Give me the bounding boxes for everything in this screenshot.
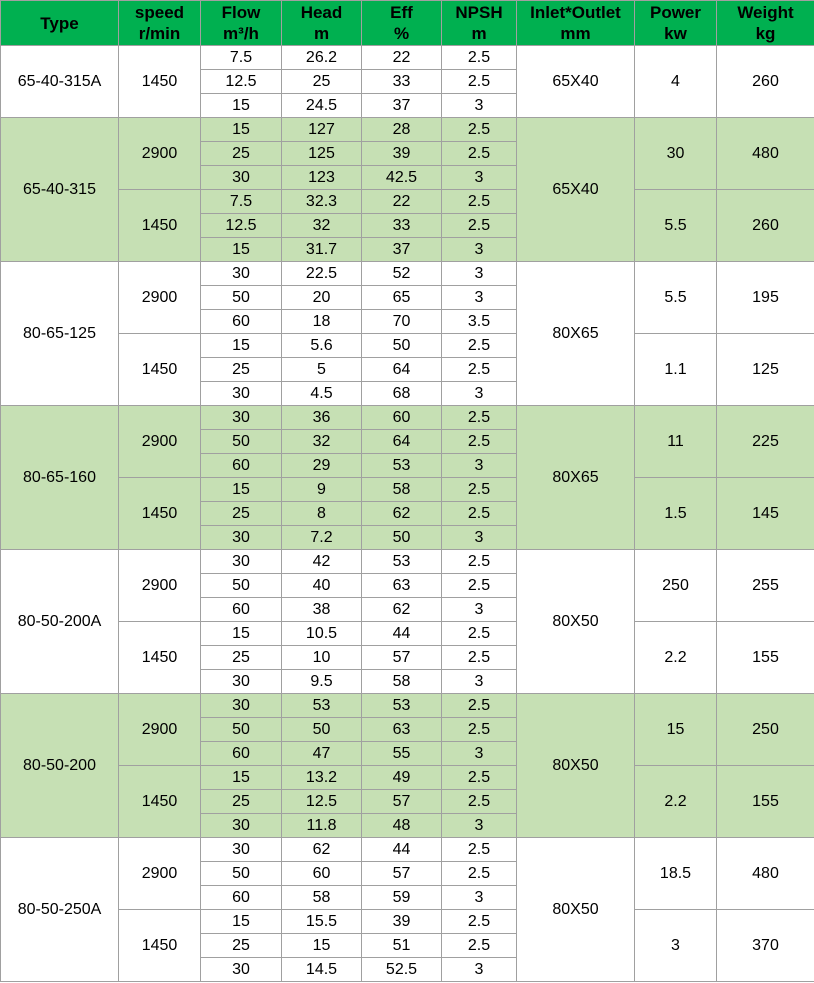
weight-cell: 225 (717, 406, 814, 478)
header-inlet-outlet (517, 1, 635, 46)
weight-cell: 260 (717, 190, 814, 262)
npsh-cell: 2.5 (442, 478, 517, 502)
eff-cell: 48 (362, 814, 442, 838)
header-row (1, 1, 814, 46)
head-cell: 38 (282, 598, 362, 622)
table-row (1, 838, 814, 862)
head-cell: 10.5 (282, 622, 362, 646)
table-row (1, 406, 814, 430)
header-speed-unit: r/min (138, 24, 181, 43)
flow-cell: 50 (201, 286, 282, 310)
power-cell: 2.2 (635, 766, 717, 838)
flow-cell: 30 (201, 694, 282, 718)
head-cell: 10 (282, 646, 362, 670)
npsh-cell: 2.5 (442, 70, 517, 94)
flow-cell: 25 (201, 934, 282, 958)
power-cell: 11 (635, 406, 717, 478)
weight-cell: 370 (717, 910, 814, 982)
head-cell: 60 (282, 862, 362, 886)
eff-cell: 52 (362, 262, 442, 286)
flow-cell: 60 (201, 598, 282, 622)
eff-cell: 62 (362, 502, 442, 526)
eff-cell: 37 (362, 94, 442, 118)
head-cell: 7.2 (282, 526, 362, 550)
speed-cell: 2900 (119, 406, 201, 478)
type-cell: 80-65-160 (1, 406, 119, 550)
npsh-cell: 3 (442, 262, 517, 286)
head-cell: 8 (282, 502, 362, 526)
npsh-cell: 3 (442, 526, 517, 550)
power-cell: 3 (635, 910, 717, 982)
npsh-cell: 2.5 (442, 550, 517, 574)
eff-cell: 28 (362, 118, 442, 142)
eff-cell: 57 (362, 790, 442, 814)
power-cell: 250 (635, 550, 717, 622)
npsh-cell: 3.5 (442, 310, 517, 334)
head-cell: 62 (282, 838, 362, 862)
header-head-label: Head (300, 3, 343, 22)
eff-cell: 53 (362, 550, 442, 574)
power-cell: 18.5 (635, 838, 717, 910)
npsh-cell: 2.5 (442, 214, 517, 238)
inlet-outlet-cell: 80X65 (517, 406, 635, 550)
npsh-cell: 2.5 (442, 142, 517, 166)
type-cell: 80-50-200A (1, 550, 119, 694)
flow-cell: 30 (201, 670, 282, 694)
eff-cell: 65 (362, 286, 442, 310)
head-cell: 4.5 (282, 382, 362, 406)
head-cell: 15 (282, 934, 362, 958)
eff-cell: 53 (362, 454, 442, 478)
speed-cell: 1450 (119, 334, 201, 406)
npsh-cell: 2.5 (442, 910, 517, 934)
flow-cell: 50 (201, 574, 282, 598)
npsh-cell: 2.5 (442, 838, 517, 862)
eff-cell: 50 (362, 526, 442, 550)
head-cell: 12.5 (282, 790, 362, 814)
header-power-label: Power (649, 3, 702, 22)
head-cell: 5 (282, 358, 362, 382)
speed-cell: 1450 (119, 766, 201, 838)
npsh-cell: 2.5 (442, 622, 517, 646)
eff-cell: 58 (362, 670, 442, 694)
power-cell: 4 (635, 46, 717, 118)
eff-cell: 62 (362, 598, 442, 622)
inlet-outlet-cell: 80X50 (517, 838, 635, 982)
inlet-outlet-cell: 65X40 (517, 46, 635, 118)
flow-cell: 15 (201, 622, 282, 646)
npsh-cell: 3 (442, 454, 517, 478)
flow-cell: 30 (201, 838, 282, 862)
header-type-label: Type (40, 13, 79, 33)
header-speed (119, 1, 201, 46)
speed-cell: 1450 (119, 46, 201, 118)
header-head (282, 1, 362, 46)
weight-cell: 480 (717, 118, 814, 190)
npsh-cell: 3 (442, 886, 517, 910)
speed-cell: 1450 (119, 478, 201, 550)
type-cell: 65-40-315 (1, 118, 119, 262)
table-row (1, 550, 814, 574)
header-eff-label: Eff (390, 3, 413, 22)
head-cell: 47 (282, 742, 362, 766)
flow-cell: 7.5 (201, 46, 282, 70)
header-npsh-unit: m (471, 24, 487, 43)
npsh-cell: 2.5 (442, 358, 517, 382)
eff-cell: 63 (362, 574, 442, 598)
power-cell: 2.2 (635, 622, 717, 694)
flow-cell: 30 (201, 958, 282, 982)
npsh-cell: 2.5 (442, 46, 517, 70)
table-row (1, 622, 814, 646)
header-inlet-outlet-unit: mm (560, 24, 591, 43)
header-weight-unit: kg (755, 24, 776, 43)
flow-cell: 25 (201, 358, 282, 382)
flow-cell: 60 (201, 886, 282, 910)
npsh-cell: 3 (442, 598, 517, 622)
header-type (1, 1, 119, 46)
speed-cell: 2900 (119, 838, 201, 910)
head-cell: 15.5 (282, 910, 362, 934)
head-cell: 26.2 (282, 46, 362, 70)
flow-cell: 7.5 (201, 190, 282, 214)
eff-cell: 22 (362, 190, 442, 214)
flow-cell: 60 (201, 454, 282, 478)
header-weight-label: Weight (737, 3, 794, 22)
table-row (1, 910, 814, 934)
flow-cell: 15 (201, 478, 282, 502)
npsh-cell: 2.5 (442, 646, 517, 670)
head-cell: 9.5 (282, 670, 362, 694)
flow-cell: 12.5 (201, 214, 282, 238)
eff-cell: 53 (362, 694, 442, 718)
inlet-outlet-cell: 80X65 (517, 262, 635, 406)
type-cell: 80-50-250A (1, 838, 119, 982)
npsh-cell: 3 (442, 238, 517, 262)
npsh-cell: 3 (442, 382, 517, 406)
npsh-cell: 3 (442, 94, 517, 118)
weight-cell: 195 (717, 262, 814, 334)
npsh-cell: 2.5 (442, 694, 517, 718)
flow-cell: 30 (201, 166, 282, 190)
speed-cell: 2900 (119, 262, 201, 334)
eff-cell: 57 (362, 646, 442, 670)
power-cell: 30 (635, 118, 717, 190)
type-cell: 80-50-200 (1, 694, 119, 838)
npsh-cell: 2.5 (442, 718, 517, 742)
eff-cell: 51 (362, 934, 442, 958)
header-eff (362, 1, 442, 46)
flow-cell: 15 (201, 238, 282, 262)
eff-cell: 64 (362, 358, 442, 382)
header-weight (717, 1, 814, 46)
npsh-cell: 3 (442, 742, 517, 766)
head-cell: 50 (282, 718, 362, 742)
head-cell: 25 (282, 70, 362, 94)
head-cell: 40 (282, 574, 362, 598)
speed-cell: 1450 (119, 622, 201, 694)
head-cell: 5.6 (282, 334, 362, 358)
npsh-cell: 3 (442, 958, 517, 982)
flow-cell: 30 (201, 526, 282, 550)
inlet-outlet-cell: 80X50 (517, 550, 635, 694)
eff-cell: 58 (362, 478, 442, 502)
flow-cell: 30 (201, 382, 282, 406)
npsh-cell: 3 (442, 670, 517, 694)
speed-cell: 1450 (119, 190, 201, 262)
flow-cell: 15 (201, 910, 282, 934)
flow-cell: 30 (201, 550, 282, 574)
flow-cell: 25 (201, 646, 282, 670)
head-cell: 20 (282, 286, 362, 310)
eff-cell: 55 (362, 742, 442, 766)
npsh-cell: 3 (442, 286, 517, 310)
flow-cell: 15 (201, 94, 282, 118)
flow-cell: 25 (201, 790, 282, 814)
eff-cell: 33 (362, 70, 442, 94)
weight-cell: 125 (717, 334, 814, 406)
eff-cell: 44 (362, 622, 442, 646)
header-flow-label: Flow (221, 3, 261, 22)
header-power-unit: kw (664, 24, 687, 43)
eff-cell: 33 (362, 214, 442, 238)
head-cell: 32.3 (282, 190, 362, 214)
flow-cell: 50 (201, 430, 282, 454)
head-cell: 58 (282, 886, 362, 910)
inlet-outlet-cell: 65X40 (517, 118, 635, 262)
speed-cell: 2900 (119, 118, 201, 190)
npsh-cell: 3 (442, 166, 517, 190)
power-cell: 5.5 (635, 262, 717, 334)
head-cell: 32 (282, 430, 362, 454)
npsh-cell: 2.5 (442, 574, 517, 598)
npsh-cell: 2.5 (442, 766, 517, 790)
npsh-cell: 2.5 (442, 862, 517, 886)
npsh-cell: 2.5 (442, 118, 517, 142)
table-row (1, 262, 814, 286)
weight-cell: 145 (717, 478, 814, 550)
flow-cell: 30 (201, 814, 282, 838)
head-cell: 9 (282, 478, 362, 502)
power-cell: 15 (635, 694, 717, 766)
head-cell: 22.5 (282, 262, 362, 286)
head-cell: 127 (282, 118, 362, 142)
npsh-cell: 2.5 (442, 406, 517, 430)
flow-cell: 60 (201, 310, 282, 334)
head-cell: 125 (282, 142, 362, 166)
table-row (1, 190, 814, 214)
type-cell: 65-40-315A (1, 46, 119, 118)
header-eff-unit: % (393, 24, 410, 43)
header-head-unit: m (313, 24, 330, 43)
table-row (1, 118, 814, 142)
eff-cell: 64 (362, 430, 442, 454)
flow-cell: 25 (201, 142, 282, 166)
eff-cell: 42.5 (362, 166, 442, 190)
header-npsh-label: NPSH (455, 3, 503, 22)
table-row (1, 334, 814, 358)
eff-cell: 70 (362, 310, 442, 334)
header-speed-label: speed (134, 3, 185, 22)
npsh-cell: 2.5 (442, 502, 517, 526)
head-cell: 123 (282, 166, 362, 190)
speed-cell: 2900 (119, 694, 201, 766)
eff-cell: 59 (362, 886, 442, 910)
weight-cell: 155 (717, 766, 814, 838)
flow-cell: 30 (201, 406, 282, 430)
head-cell: 14.5 (282, 958, 362, 982)
head-cell: 31.7 (282, 238, 362, 262)
npsh-cell: 2.5 (442, 430, 517, 454)
npsh-cell: 3 (442, 814, 517, 838)
eff-cell: 39 (362, 910, 442, 934)
eff-cell: 60 (362, 406, 442, 430)
head-cell: 32 (282, 214, 362, 238)
weight-cell: 155 (717, 622, 814, 694)
speed-cell: 2900 (119, 550, 201, 622)
power-cell: 5.5 (635, 190, 717, 262)
flow-cell: 15 (201, 766, 282, 790)
type-cell: 80-65-125 (1, 262, 119, 406)
weight-cell: 250 (717, 694, 814, 766)
head-cell: 42 (282, 550, 362, 574)
npsh-cell: 2.5 (442, 334, 517, 358)
weight-cell: 480 (717, 838, 814, 910)
power-cell: 1.1 (635, 334, 717, 406)
eff-cell: 49 (362, 766, 442, 790)
head-cell: 18 (282, 310, 362, 334)
head-cell: 24.5 (282, 94, 362, 118)
eff-cell: 44 (362, 838, 442, 862)
flow-cell: 12.5 (201, 70, 282, 94)
table-row (1, 478, 814, 502)
npsh-cell: 2.5 (442, 190, 517, 214)
table-row (1, 694, 814, 718)
table-body (1, 46, 814, 982)
header-power (635, 1, 717, 46)
eff-cell: 50 (362, 334, 442, 358)
head-cell: 36 (282, 406, 362, 430)
power-cell: 1.5 (635, 478, 717, 550)
npsh-cell: 2.5 (442, 790, 517, 814)
head-cell: 29 (282, 454, 362, 478)
weight-cell: 255 (717, 550, 814, 622)
flow-cell: 50 (201, 862, 282, 886)
eff-cell: 39 (362, 142, 442, 166)
weight-cell: 260 (717, 46, 814, 118)
eff-cell: 57 (362, 862, 442, 886)
head-cell: 11.8 (282, 814, 362, 838)
header-flow (201, 1, 282, 46)
eff-cell: 68 (362, 382, 442, 406)
header-inlet-outlet-label: Inlet*Outlet (530, 3, 621, 22)
flow-cell: 60 (201, 742, 282, 766)
flow-cell: 30 (201, 262, 282, 286)
header-flow-unit: m³/h (223, 24, 259, 43)
flow-cell: 15 (201, 334, 282, 358)
flow-cell: 25 (201, 502, 282, 526)
speed-cell: 1450 (119, 910, 201, 982)
eff-cell: 52.5 (362, 958, 442, 982)
head-cell: 53 (282, 694, 362, 718)
inlet-outlet-cell: 80X50 (517, 694, 635, 838)
eff-cell: 37 (362, 238, 442, 262)
table-row (1, 46, 814, 70)
table-row (1, 766, 814, 790)
eff-cell: 63 (362, 718, 442, 742)
npsh-cell: 2.5 (442, 934, 517, 958)
flow-cell: 50 (201, 718, 282, 742)
flow-cell: 15 (201, 118, 282, 142)
header-npsh (442, 1, 517, 46)
eff-cell: 22 (362, 46, 442, 70)
head-cell: 13.2 (282, 766, 362, 790)
